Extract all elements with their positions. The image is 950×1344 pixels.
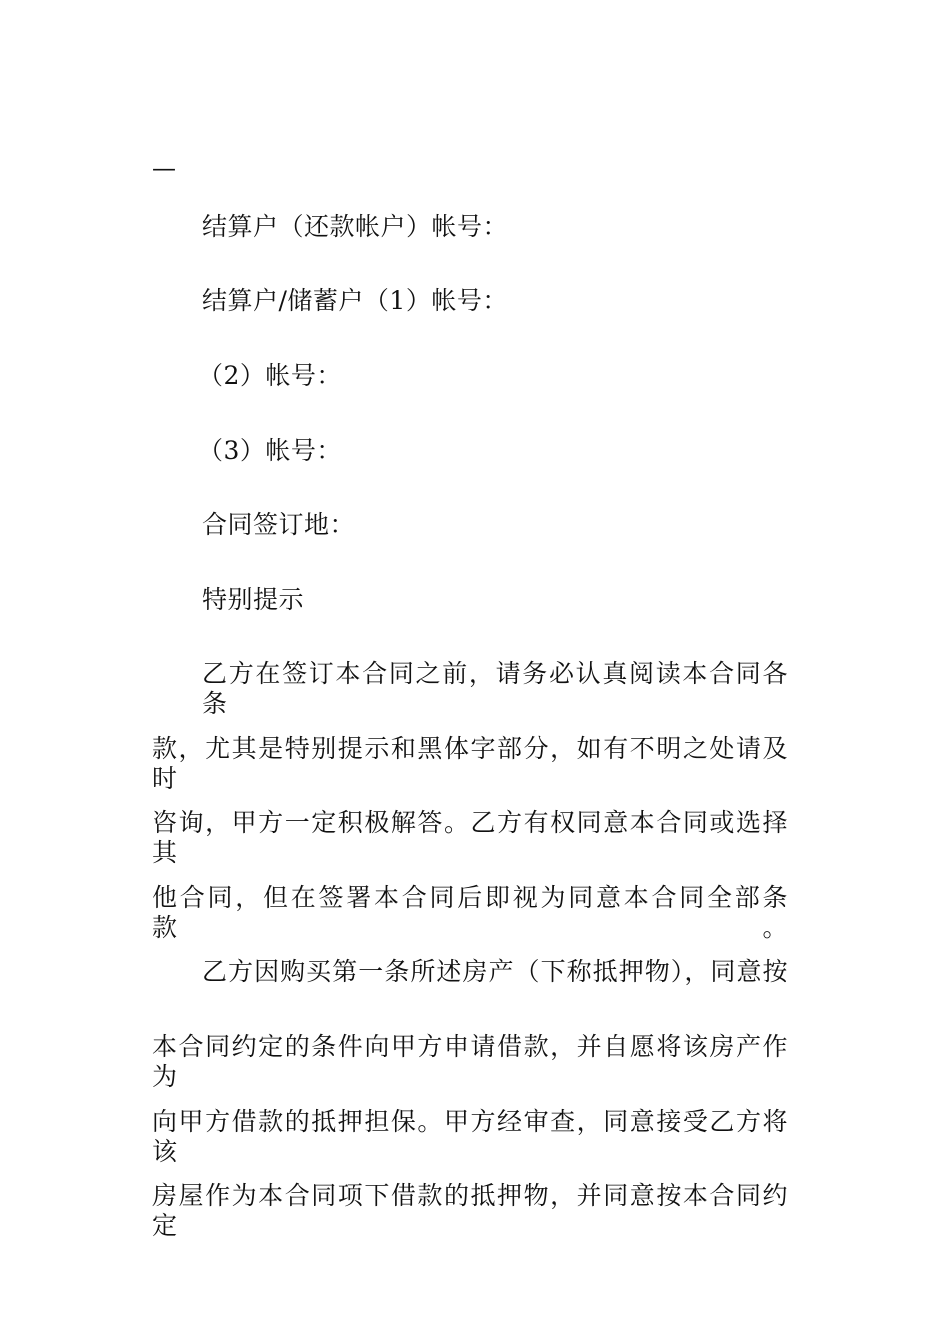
signing-place-field: 合同签订地： [202, 510, 356, 539]
paragraph2-line2: 本合同约定的条件向甲方申请借款，并自愿将该房产作为 [152, 1032, 788, 1091]
paragraph2-line3: 向甲方借款的抵押担保。甲方经审查，同意接受乙方将该 [152, 1107, 788, 1166]
account-3-field: （3）帐号： [198, 436, 342, 465]
account-2-field: （2）帐号： [198, 361, 342, 390]
special-notice-heading: 特别提示 [202, 585, 305, 614]
savings-account-1-field: 结算户/储蓄户（1）帐号： [202, 286, 508, 315]
paragraph2-line1: 乙方因购买第一条所述房产（下称抵押物），同意按 [202, 957, 788, 986]
dash-mark: — [152, 154, 176, 182]
settlement-account-field: 结算户（还款帐户）帐号： [202, 212, 509, 241]
paragraph1-line2: 款，尤其是特别提示和黑体字部分，如有不明之处请及时 [152, 734, 788, 793]
paragraph2-line4: 房屋作为本合同项下借款的抵押物，并同意按本合同约定 [152, 1181, 788, 1240]
paragraph1-line4: 他合同，但在签署本合同后即视为同意本合同全部条款。 [152, 883, 788, 942]
paragraph1-line1: 乙方在签订本合同之前，请务必认真阅读本合同各条 [202, 659, 788, 718]
paragraph1-line3: 咨询，甲方一定积极解答。乙方有权同意本合同或选择其 [152, 808, 788, 867]
